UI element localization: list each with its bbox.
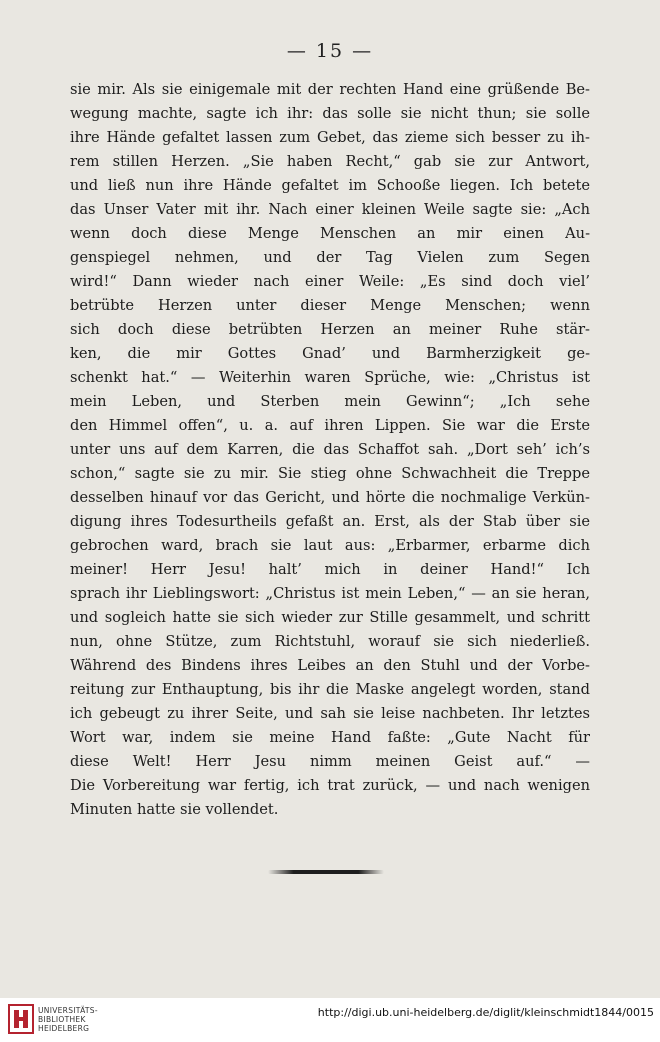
text-line: genspiegel nehmen, und der Tag Vielen zum Segen	[70, 249, 590, 266]
text-line: Die Vorbereitung war fertig, ich trat zurück, — und nach wenigen	[70, 777, 590, 794]
library-name-line: HEIDELBERG	[38, 1024, 90, 1033]
library-name-line: BIBLIOTHEK	[38, 1015, 86, 1024]
text-line: sich doch diese betrübten Herzen an meiner Ruhe stär-	[70, 321, 590, 338]
text-line: sprach ihr Lieblingswort: „Christus ist mein Leben,“ — an sie heran,	[70, 585, 590, 602]
text-line: wegung machte, sagte ich ihr: das solle sie nicht thun; sie solle	[70, 105, 590, 122]
text-line: Minuten hatte sie vollendet.	[70, 801, 279, 818]
text-line: digung ihres Todesurtheils gefaßt an. Erst, als der Stab über sie	[70, 513, 590, 530]
text-line: wird!“ Dann wieder nach einer Weile: „Es sind doch viel’	[70, 273, 590, 290]
text-line: das Unser Vater mit ihr. Nach einer kleinen Weile sagte sie: „Ach	[70, 201, 590, 218]
text-line: betrübte Herzen unter dieser Menge Menschen; wenn	[70, 297, 590, 314]
footer-bar	[0, 998, 660, 1042]
text-line: sie mir. Als sie einigemale mit der rechten Hand eine grüßende Be-	[70, 81, 590, 98]
text-line: ken, die mir Gottes Gnad’ und Barmherzigkeit ge-	[70, 345, 590, 362]
text-line: diese Welt! Herr Jesu nimm meinen Geist auf.“ —	[70, 753, 590, 770]
text-line: schon,“ sagte sie zu mir. Sie stieg ohne Schwachheit die Treppe	[70, 465, 590, 482]
text-line: wenn doch diese Menge Menschen an mir einen Au-	[70, 225, 590, 242]
library-name	[38, 1006, 98, 1033]
text-line: meiner! Herr Jesu! halt’ mich in deiner Hand!“ Ich	[70, 561, 590, 578]
text-line: und ließ nun ihre Hände gefaltet im Schooße liegen. Ich betete	[70, 177, 590, 194]
text-line: unter uns auf dem Karren, die das Schaffot sah. „Dort seh’ ich’s	[70, 441, 590, 458]
text-line: den Himmel offen“, u. a. auf ihren Lippen. Sie war die Erste	[70, 417, 590, 434]
text-line: gebrochen ward, brach sie laut aus: „Erbarmer, erbarme dich	[70, 537, 590, 554]
library-name-line: UNIVERSITÄTS-	[38, 1006, 98, 1015]
text-line: reitung zur Enthauptung, bis ihr die Maske angelegt worden, stand	[70, 681, 590, 698]
text-line: ich gebeugt zu ihrer Seite, und sah sie leise nachbeten. Ihr letztes	[70, 705, 590, 722]
text-line: und sogleich hatte sie sich wieder zur Stille gesammelt, und schritt	[70, 609, 590, 626]
text-line: mein Leben, und Sterben mein Gewinn“; „Ich sehe	[70, 393, 590, 410]
text-line: rem stillen Herzen. „Sie haben Recht,“ gab sie zur Antwort,	[70, 153, 590, 170]
text-line: Wort war, indem sie meine Hand faßte: „Gute Nacht für	[70, 729, 590, 746]
text-line: nun, ohne Stütze, zum Richtstuhl, worauf sie sich niederließ.	[70, 633, 590, 650]
body-text	[70, 78, 590, 822]
library-logo-icon	[8, 1004, 34, 1034]
text-line: desselben hinauf vor das Gericht, und hörte die nochmalige Verkün-	[70, 489, 590, 506]
closing-rule	[268, 870, 384, 874]
text-line: schenkt hat.“ — Weiterhin waren Sprüche, wie: „Christus ist	[70, 369, 590, 386]
source-url-link[interactable]: http://digi.ub.uni-heidelberg.de/diglit/kleinschmidt1844/0015	[317, 1006, 654, 1019]
text-line: ihre Hände gefaltet lassen zum Gebet, das zieme sich besser zu ih-	[70, 129, 590, 146]
page-number: — 15 —	[286, 40, 374, 62]
text-line: Während des Bindens ihres Leibes an den Stuhl und der Vorbe-	[70, 657, 590, 674]
